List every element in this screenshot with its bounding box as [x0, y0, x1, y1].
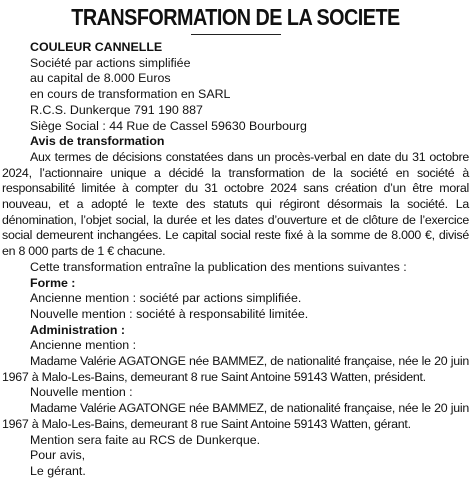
company-block	[2, 40, 469, 150]
rcs-note: Mention sera faite au RCS de Dunkerque.	[30, 432, 261, 447]
administration-new-label: Nouvelle mention :	[30, 385, 133, 400]
administration-old-text: Madame Valérie AGATONGE née BAMMEZ, de nationalité française, née le 20 juin 1967 à Malo-Les-Bains, demeurant 8 rue Saint Antoine 59143 Watten, président.	[2, 354, 469, 384]
signatory: Le gérant.	[30, 463, 86, 478]
company-capital: au capital de 8.000 Euros	[30, 71, 171, 86]
pour-avis: Pour avis,	[30, 448, 86, 463]
heading-underline	[191, 34, 281, 35]
administration-label: Administration :	[30, 322, 125, 337]
administration-old-label: Ancienne mention :	[30, 338, 137, 353]
forme-label: Forme :	[30, 275, 76, 290]
notice-body	[2, 40, 469, 480]
administration-new-text: Madame Valérie AGATONGE née BAMMEZ, de nationalité française, née le 20 juin 1967 à Malo-Les-Bains, demeurant 8 rue Saint Antoine 59143 Watten, gérant.	[2, 401, 469, 431]
company-form: Société par actions simplifiée	[30, 55, 191, 70]
decision-paragraph: Aux termes de décisions constatées dans un procès-verbal en date du 31 octobre 2024, l’actionnaire unique a décidé la transformation de la société en société à responsabilité limitée à compter du 31 octobre 2024 sans création d’un être moral nouveau, et a adopté le texte des statuts qui régiront désormais la société. La dénomination, l’objet social, la durée et les dates d’ouverture et de clôture de l’exercice social demeurent inchangées. Le capital social reste fixé à la somme de 8.000 €, divisé en 8 000 parts de 1 € chacune.	[2, 149, 469, 259]
company-rcs: R.C.S. Dunkerque 791 190 887	[30, 102, 203, 117]
company-name: COULEUR CANNELLE	[30, 40, 163, 54]
company-status: en cours de transformation en SARL	[30, 87, 231, 102]
forme-old-mention: Ancienne mention : société par actions simplifiée.	[30, 291, 302, 306]
notice-heading: TRANSFORMATION DE LA SOCIETE	[71, 4, 400, 30]
publication-intro: Cette transformation entraîne la publication des mentions suivantes :	[30, 259, 407, 274]
company-seat: Siège Social : 44 Rue de Cassel 59630 Bourbourg	[30, 118, 307, 133]
notice-title: Avis de transformation	[30, 134, 165, 149]
forme-new-mention: Nouvelle mention : société à responsabilité limitée.	[30, 306, 309, 321]
